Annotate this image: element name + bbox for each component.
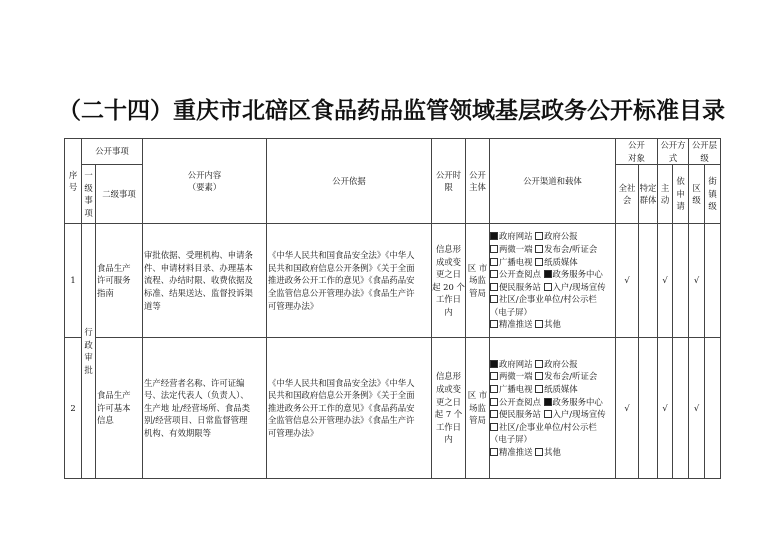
checkbox-checked-icon <box>544 398 552 406</box>
check-level-street <box>705 338 721 479</box>
channel-line <box>490 268 615 281</box>
row-level2: 食品生产 许可服务 指南 <box>96 224 143 338</box>
check-audience-specific <box>639 224 658 338</box>
row-time-limit: 信息形 成或变 更之日 起 7 个 工作日 内 <box>432 338 466 479</box>
checkbox-unchecked-icon <box>490 410 498 418</box>
row-subject: 区 市 场监 管局 <box>466 338 490 479</box>
header-level: 公开层 级 <box>689 139 721 165</box>
channel-line <box>490 243 615 256</box>
row-channels <box>490 224 616 338</box>
row-time-limit: 信息形 成或变 更之日 起 20 个 工作日 内 <box>432 224 466 338</box>
channel-label: 其他 <box>544 446 561 457</box>
channel-line <box>490 293 615 306</box>
row-content: 审批依据、受理机构、申请条 件、申请材料目录、办理基本 流程、办结时限、收费依据及 标准、结果送达、监督投诉渠 道等 <box>143 224 267 338</box>
channel-label: 精准推送 <box>499 319 533 330</box>
row-subject: 区 市 场监 管局 <box>466 224 490 338</box>
channel-label: （电子屏） <box>490 306 532 317</box>
channel-label: 公开查阅点 <box>499 396 541 407</box>
header-mode: 公开方 式 <box>658 139 689 165</box>
channel-label: 广播电视 <box>499 256 533 267</box>
channel-label: 其他 <box>544 319 561 330</box>
channel-label: 发布会/听证会 <box>544 243 598 254</box>
channel-line <box>490 306 615 319</box>
channel-label: 公开查阅点 <box>499 269 541 280</box>
row-basis: 《中华人民共和国食品安全法》《中华人 民共和国政府信息公开条例》《关于全面 推进政务公开工作的意见》《食品药品安 全监管信息公开管理办法》《食品生产许 可管理办法》 <box>267 224 432 338</box>
header-audience: 公开 对象 <box>616 139 658 165</box>
channel-label: 政务服务中心 <box>552 396 603 407</box>
channel-line <box>490 446 615 459</box>
table-row <box>65 224 721 338</box>
checkbox-unchecked-icon <box>535 385 543 393</box>
checkbox-unchecked-icon <box>490 398 498 406</box>
row-content: 生产经营者名称、许可证编 号、法定代表人（负责人）、 生产地 址/经营场所、食品类 别/经营项目、日常监督管理 机构、有效期限等 <box>143 338 267 479</box>
check-audience-specific <box>639 338 658 479</box>
header-content: 公开内容 （要素） <box>143 139 267 224</box>
checkbox-unchecked-icon <box>490 448 498 456</box>
checkbox-unchecked-icon <box>535 245 543 253</box>
channel-label: 政府网站 <box>499 358 533 369</box>
channel-line <box>490 433 615 446</box>
check-mode-active: √ <box>658 338 673 479</box>
channel-line <box>490 421 615 434</box>
channel-label: 社区/企事业单位/村公示栏 <box>499 294 597 305</box>
checkbox-unchecked-icon <box>490 385 498 393</box>
checkbox-unchecked-icon <box>490 258 498 266</box>
header-level-district: 区 级 <box>689 165 705 224</box>
header-seq: 序 号 <box>65 139 82 224</box>
checkbox-unchecked-icon <box>490 423 498 431</box>
checkbox-unchecked-icon <box>535 448 543 456</box>
header-level1-item: 一 级 事 项 <box>82 165 96 224</box>
channel-label: 入户/现场宣传 <box>552 281 606 292</box>
checkbox-unchecked-icon <box>490 245 498 253</box>
channel-line <box>490 281 615 294</box>
check-level-street <box>705 224 721 338</box>
checkbox-unchecked-icon <box>490 320 498 328</box>
channel-label: 两微一端 <box>499 371 533 382</box>
check-mode-request <box>673 224 689 338</box>
channel-label: 纸质媒体 <box>544 256 578 267</box>
checkbox-unchecked-icon <box>490 372 498 380</box>
header-mode-active: 主 动 <box>658 165 673 224</box>
channel-label: 政府公报 <box>544 358 578 369</box>
channel-label: 政府公报 <box>544 231 578 242</box>
channel-line <box>490 230 615 243</box>
channel-line <box>490 370 615 383</box>
checkbox-unchecked-icon <box>490 270 498 278</box>
checkbox-unchecked-icon <box>490 295 498 303</box>
channel-label: 政务服务中心 <box>552 269 603 280</box>
check-audience-all: √ <box>616 338 639 479</box>
channel-line <box>490 318 615 331</box>
channel-label: 发布会/听证会 <box>544 371 598 382</box>
channel-label: 精准推送 <box>499 446 533 457</box>
channel-line <box>490 408 615 421</box>
check-audience-all: √ <box>616 224 639 338</box>
channel-label: 两微一端 <box>499 243 533 254</box>
header-public-items: 公开事项 <box>82 139 143 165</box>
header-level2-item: 二级事项 <box>96 165 143 224</box>
check-mode-request <box>673 338 689 479</box>
header-time-limit: 公开时 限 <box>432 139 466 224</box>
header-channels: 公开渠道和载体 <box>490 139 616 224</box>
checkbox-unchecked-icon <box>490 283 498 291</box>
checkbox-unchecked-icon <box>535 360 543 368</box>
checkbox-unchecked-icon <box>544 283 552 291</box>
checkbox-unchecked-icon <box>535 320 543 328</box>
channel-label: 入户/现场宣传 <box>552 409 606 420</box>
checkbox-checked-icon <box>544 270 552 278</box>
page-title: （二十四）重庆市北碚区食品药品监管领域基层政务公开标准目录 <box>58 98 725 124</box>
header-audience-all: 全社 会 <box>616 165 639 224</box>
header-mode-request: 依 申 请 <box>673 165 689 224</box>
check-mode-active: √ <box>658 224 673 338</box>
channel-label: 便民服务站 <box>499 281 541 292</box>
checkbox-unchecked-icon <box>535 372 543 380</box>
checkbox-unchecked-icon <box>535 258 543 266</box>
row-seq: 2 <box>65 338 82 479</box>
header-audience-specific: 特定 群体 <box>639 165 658 224</box>
header-subject: 公开 主体 <box>466 139 490 224</box>
channel-label: 社区/企事业单位/村公示栏 <box>499 421 597 432</box>
channel-label: 广播电视 <box>499 384 533 394</box>
checkbox-unchecked-icon <box>544 410 552 418</box>
level1-group-cell: 行 政 审 批 <box>82 224 96 479</box>
row-basis: 《中华人民共和国食品安全法》《中华人 民共和国政府信息公开条例》《关于全面 推进政务公开工作的意见》《食品药品安 全监管信息公开管理办法》《食品生产许 可管理办法》 <box>267 338 432 479</box>
channel-line <box>490 396 615 409</box>
standards-table <box>64 138 721 479</box>
row-level2: 食品生产 许可基本 信息 <box>96 338 143 479</box>
channel-label: 纸质媒体 <box>544 384 578 394</box>
check-level-district: √ <box>689 338 705 479</box>
header-level-street: 街 镇 级 <box>705 165 721 224</box>
checkbox-checked-icon <box>490 232 498 240</box>
channel-label: 便民服务站 <box>499 409 541 420</box>
check-level-district: √ <box>689 224 705 338</box>
table-row <box>65 338 721 479</box>
channel-line <box>490 383 615 396</box>
row-channels <box>490 338 616 479</box>
checkbox-unchecked-icon <box>535 232 543 240</box>
channel-line <box>490 358 615 371</box>
checkbox-checked-icon <box>490 360 498 368</box>
header-basis: 公开依据 <box>267 139 432 224</box>
channel-label: 政府网站 <box>499 231 533 242</box>
channel-label: （电子屏） <box>490 434 532 445</box>
row-seq: 1 <box>65 224 82 338</box>
channel-line <box>490 256 615 269</box>
